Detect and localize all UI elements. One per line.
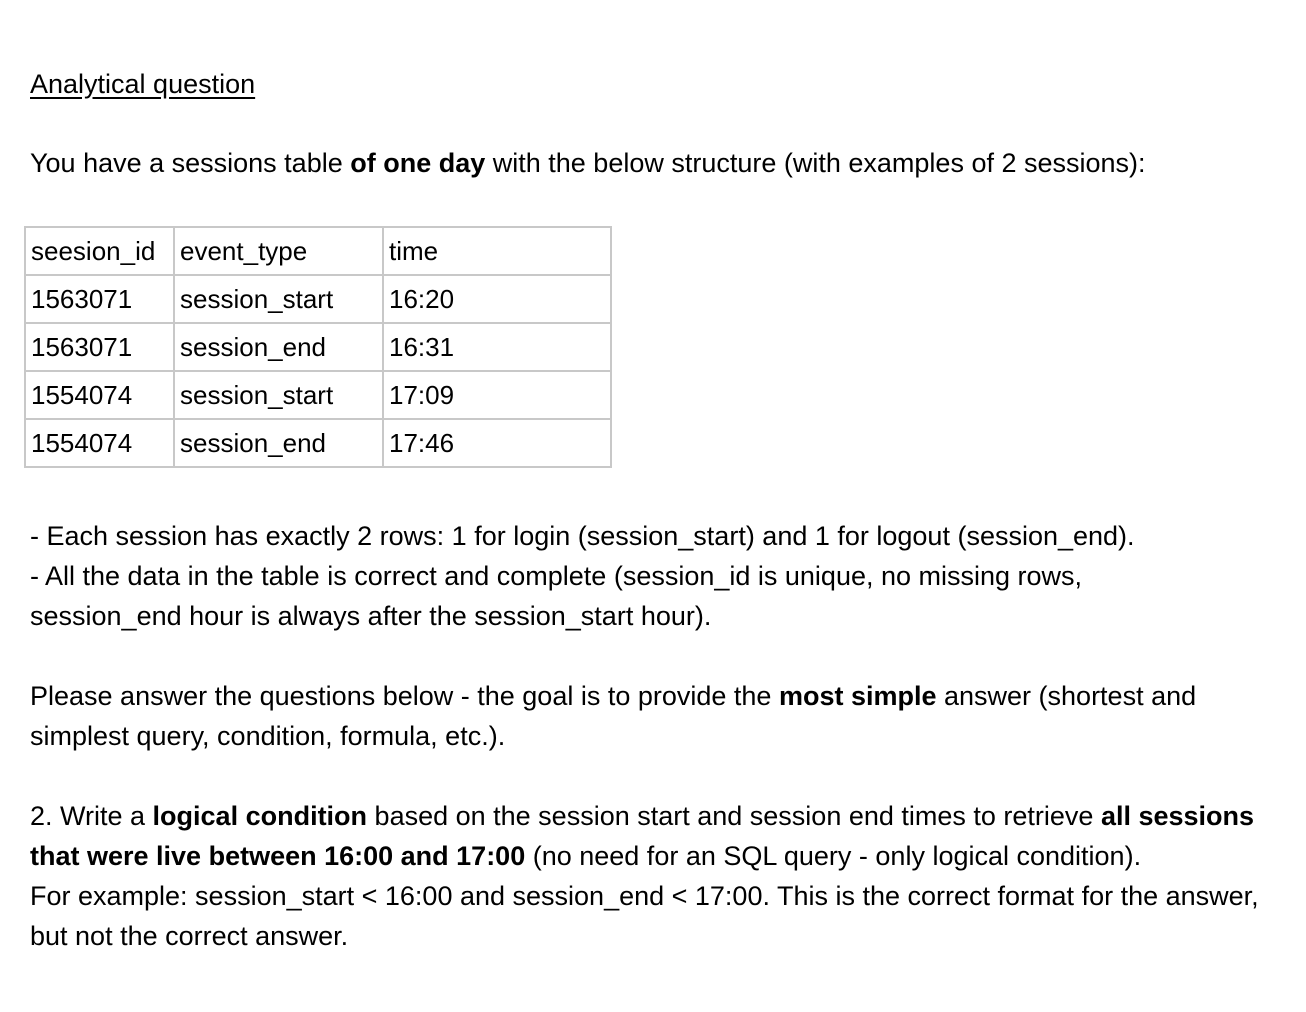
intro-paragraph — [30, 146, 1146, 180]
rule-line: session_end hour is always after the session_start hour). — [30, 601, 712, 631]
header-time: time — [383, 227, 611, 275]
intro-text-end: with the below structure (with examples of 2 sessions): — [485, 148, 1146, 178]
question-text-part: 2. Write a — [30, 801, 153, 831]
cell-time: 16:20 — [383, 275, 611, 323]
rules-list — [30, 516, 1280, 636]
intro-text-start: You have a sessions table — [30, 148, 351, 178]
cell-session-id: 1554074 — [25, 371, 174, 419]
cell-time: 16:31 — [383, 323, 611, 371]
cell-event-type: session_end — [174, 419, 383, 467]
sessions-table — [24, 226, 612, 468]
header-session-id: seesion_id — [25, 227, 174, 275]
intro-text-bold: of one day — [350, 148, 486, 178]
question-2-text — [30, 796, 1280, 876]
question-bold-sessions: all sessions that were live between 16:00 and 17:00 — [30, 801, 1255, 871]
question-2-example: For example: session_start < 16:00 and session_end < 17:00. This is the correct format for the answer, but not the correct answer. — [30, 881, 1259, 951]
question-bold-condition: logical condition — [152, 801, 368, 831]
page-title: Analytical question — [30, 69, 256, 99]
cell-time: 17:09 — [383, 371, 611, 419]
question-text-part: based on the session start and session end times to retrieve — [367, 801, 1101, 831]
table-header-row — [25, 227, 611, 275]
instructions-paragraph — [30, 676, 1280, 756]
question-2 — [30, 796, 1280, 956]
cell-session-id: 1563071 — [25, 323, 174, 371]
table-row — [25, 371, 611, 419]
cell-session-id: 1563071 — [25, 275, 174, 323]
header-event-type: event_type — [174, 227, 383, 275]
table-row — [25, 323, 611, 371]
instructions-text-bold: most simple — [778, 681, 937, 711]
cell-event-type: session_start — [174, 371, 383, 419]
rule-line: - Each session has exactly 2 rows: 1 for login (session_start) and 1 for logout (session_end). — [30, 521, 1135, 551]
instructions-text-end: answer (shortest and simplest query, condition, formula, etc.). — [30, 681, 1197, 751]
question-text-part: (no need for an SQL query - only logical condition). — [525, 841, 1142, 871]
cell-event-type: session_end — [174, 323, 383, 371]
rule-line: - All the data in the table is correct and complete (session_id is unique, no missing rows, — [30, 561, 1083, 591]
table-row — [25, 419, 611, 467]
cell-event-type: session_start — [174, 275, 383, 323]
cell-session-id: 1554074 — [25, 419, 174, 467]
instructions-text-start: Please answer the questions below - the goal is to provide the — [30, 681, 779, 711]
cell-time: 17:46 — [383, 419, 611, 467]
table-row — [25, 275, 611, 323]
